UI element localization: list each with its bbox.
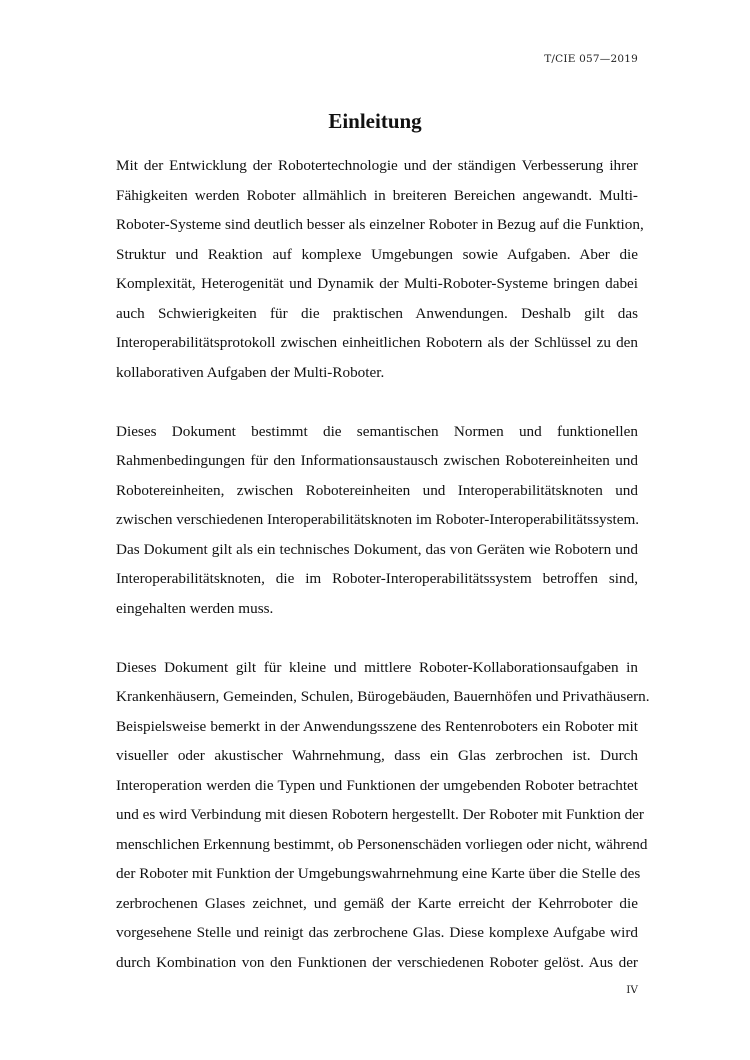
- text-line: menschlichen Erkennung bestimmt, ob Personenschäden vorliegen oder nicht, während: [116, 835, 648, 853]
- paragraph-3: [116, 653, 650, 978]
- paragraph-gap: [116, 387, 638, 417]
- text-line: und es wird Verbindung mit diesen Robotern hergestellt. Der Roboter mit Funktion der: [116, 806, 644, 823]
- text-line: visueller oder akustischer Wahrnehmung, dass ein Glas zerbrochen ist. Durch: [116, 747, 638, 764]
- page-number: IV: [626, 984, 638, 996]
- text-line: Interoperabilitätsknoten, die im Roboter-Interoperabilitätssystem betroffen sind,: [116, 570, 638, 587]
- text-line: Roboter-Systeme sind deutlich besser als einzelner Roboter in Bezug auf die Funktion,: [116, 216, 644, 233]
- text-line: durch Kombination von den Funktionen der verschiedenen Roboter gelöst. Aus der: [116, 953, 638, 971]
- text-line: Fähigkeiten werden Roboter allmählich in breiteren Bereichen angewandt. Multi-: [116, 186, 638, 204]
- document-code: T/CIE 057—2019: [544, 53, 638, 65]
- paragraph-gap: [116, 623, 638, 653]
- text-line: Komplexität, Heterogenität und Dynamik der Multi-Roboter-Systeme bringen dabei: [116, 275, 638, 292]
- text-line: Krankenhäusern, Gemeinden, Schulen, Bürogebäuden, Bauernhöfen und Privathäusern.: [116, 688, 650, 705]
- text-line: eingehalten werden muss.: [116, 599, 274, 617]
- text-line: Dieses Dokument gilt für kleine und mittlere Roboter-Kollaborationsaufgaben in: [116, 658, 638, 676]
- text-line: vorgesehene Stelle und reinigt das zerbrochene Glas. Diese komplexe Aufgabe wird: [116, 924, 638, 941]
- paragraph-1: [116, 151, 644, 387]
- text-line: Struktur und Reaktion auf komplexe Umgebungen sowie Aufgaben. Aber die: [116, 245, 638, 263]
- body-text: [116, 151, 650, 977]
- text-line: zwischen verschiedenen Interoperabilitätsknoten im Roboter-Interoperabilitätssystem.: [116, 511, 640, 528]
- text-line: Mit der Entwicklung der Robotertechnologie und der ständigen Verbesserung ihrer: [116, 157, 638, 174]
- text-line: auch Schwierigkeiten für die praktischen Anwendungen. Deshalb gilt das: [116, 304, 638, 322]
- text-line: der Roboter mit Funktion der Umgebungswahrnehmung eine Karte über die Stelle des: [116, 865, 641, 882]
- text-line: Das Dokument gilt als ein technisches Dokument, das von Geräten wie Robotern und: [116, 540, 638, 558]
- text-line: Beispielsweise bemerkt in der Anwendungsszene des Rentenroboters ein Roboter mit: [116, 717, 638, 735]
- paragraph-2: [116, 417, 638, 624]
- text-line: zerbrochenen Glases zeichnet, und gemäß der Karte erreicht der Kehrroboter die: [116, 894, 638, 912]
- text-line: Interoperation werden die Typen und Funktionen der umgebenden Roboter betrachtet: [116, 776, 638, 794]
- text-line: Rahmenbedingungen für den Informationsaustausch zwischen Robotereinheiten und: [116, 452, 638, 469]
- text-line: Dieses Dokument bestimmt die semantischen Normen und funktionellen: [116, 422, 638, 440]
- text-line: Robotereinheiten, zwischen Robotereinheiten und Interoperabilitätsknoten und: [116, 481, 638, 499]
- page-title: Einleitung: [328, 109, 422, 133]
- text-line: Interoperabilitätsprotokoll zwischen einheitlichen Robotern als der Schlüssel zu den: [116, 334, 638, 351]
- text-line: kollaborativen Aufgaben der Multi-Roboter.: [116, 363, 385, 381]
